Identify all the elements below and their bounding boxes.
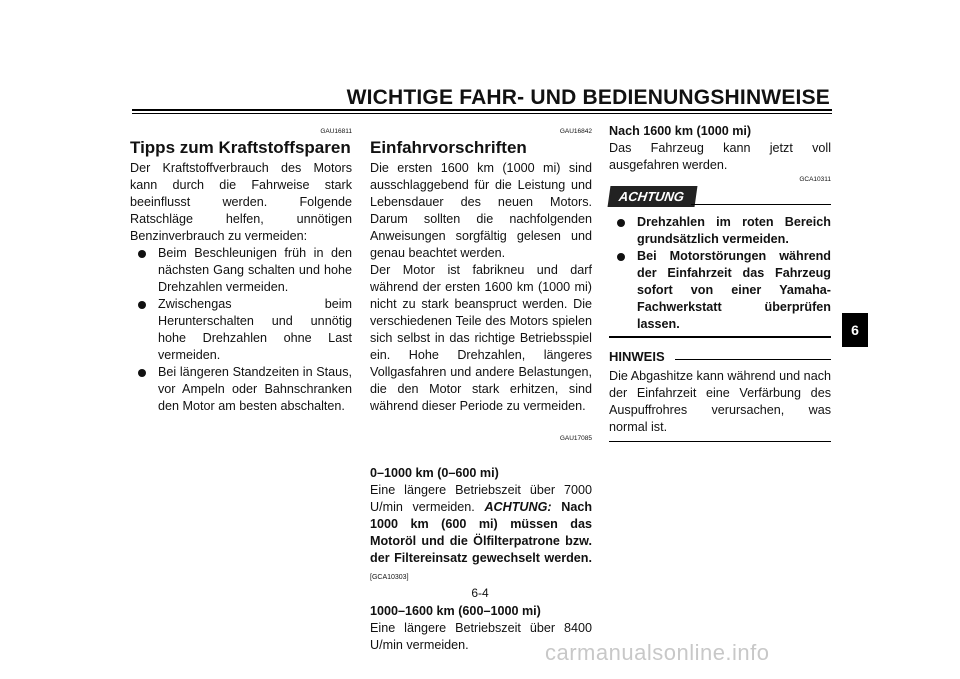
column-after-break-in — [609, 123, 831, 442]
paragraph: Die ersten 1600 km (1000 mi) sind ausschlaggebend für die Leistung und Lebensdauer des neuen Motors. Darum sollten die nachfolgenden Anweisungen sorgfältig gelesen und genau beachtet werden. — [370, 161, 592, 260]
caution-end-rule — [609, 336, 831, 338]
caution-list — [609, 214, 831, 333]
header-rule — [132, 109, 832, 111]
tips-list — [130, 245, 352, 415]
bullet-icon — [617, 253, 625, 261]
subsection-text: Das Fahrzeug kann jetzt voll ausgefahren werden. — [609, 141, 831, 172]
page-header-title: WICHTIGE FAHR- UND BEDIENUNGSHINWEISE — [346, 86, 830, 109]
note-end-rule — [609, 441, 831, 442]
subsection-title: 0–1000 km (0–600 mi) — [370, 466, 499, 480]
section-heading: Tipps zum Kraftstoffsparen — [130, 138, 351, 157]
bullet-icon — [617, 219, 625, 227]
page-number: 6-4 — [471, 586, 489, 600]
intro-paragraph: Der Kraftstoffverbrauch des Motors kann durch die Fahrweise stark beeinflusst werden. Folgende Ratschläge helfen, unnötigen Benzinverbrauch zu vermeiden: — [130, 161, 352, 243]
paragraph: Der Motor ist fabrikneu und darf während der ersten 1600 km (1000 mi) nicht zu stark beanspruct werden. Die verschiedenen Teile des Motors spielen sich selbst in das richtige Betriebsspiel ein. Hohe Drehzahlen, längeres Vollgasfahren und andere Belastungen, die den Motor stark erhitzen, sind während dieser Periode zu vermeiden. — [370, 263, 592, 413]
caution-rule — [691, 204, 831, 205]
note-label: HINWEIS — [609, 349, 665, 364]
subsection-text: Eine längere Betriebszeit über 8400 U/min vermeiden. — [370, 621, 592, 652]
warning-code: [GCA10303] — [370, 574, 409, 581]
watermark: carmanualsonline.info — [545, 640, 770, 665]
column-fuel-saving — [130, 128, 352, 415]
header-rule-thin — [132, 113, 832, 114]
list-item: Bei Motorstörungen während der Einfahrzeit das Fahrzeug sofort von einer Yamaha-Fachwerkstatt überprüfen lassen. — [609, 248, 831, 333]
section-heading: Einfahrvorschriften — [370, 138, 527, 157]
subsection-text: Eine längere Betriebszeit über 7000 U/min vermeiden. ACHTUNG: Nach 1000 km (600 mi) müssen das Motoröl und die Ölfilterpatrone bzw. der Filtereinsatz gewechselt werden.[GCA10303] — [370, 483, 593, 581]
column-break-in — [370, 128, 592, 654]
warning-inline-text: Nach 1000 km (600 mi) müssen das Motoröl und die Ölfilterpatrone bzw. der Filtereinsatz gewechselt werden. — [370, 500, 593, 565]
list-item: Zwischengas beim Herunterschalten und unnötig hohe Drehzahlen ohne Last vermeiden. — [130, 296, 352, 364]
list-item: Beim Beschleunigen früh in den nächsten Gang schalten und hohe Drehzahlen vermeiden. — [130, 245, 352, 296]
section-code: GAU16811 — [320, 128, 352, 135]
section-code: GAU17085 — [559, 435, 592, 442]
bullet-icon — [138, 301, 146, 309]
chapter-tab: 6 — [842, 313, 868, 347]
list-item: Drehzahlen im roten Bereich grundsätzlich vermeiden. — [609, 214, 831, 248]
list-item: Bei längeren Standzeiten in Staus, vor Ampeln oder Bahnschranken den Motor am besten abschalten. — [130, 364, 352, 415]
section-code: GAU16842 — [559, 128, 592, 135]
caution-code: GCA10311 — [799, 176, 831, 183]
warning-inline-label: ACHTUNG: — [484, 500, 552, 514]
note-header — [609, 348, 831, 368]
caution-label: ACHTUNG — [608, 186, 698, 207]
note-rule — [675, 359, 831, 360]
subsection-title: 1000–1600 km (600–1000 mi) — [370, 604, 541, 618]
caution-header — [609, 186, 831, 210]
bullet-icon — [138, 369, 146, 377]
note-text: Die Abgashitze kann während und nach der Einfahrzeit eine Verfärbung des Auspuffrohres verursachen, was normal ist. — [609, 369, 831, 434]
bullet-icon — [138, 250, 146, 258]
subsection-title: Nach 1600 km (1000 mi) — [609, 124, 752, 138]
